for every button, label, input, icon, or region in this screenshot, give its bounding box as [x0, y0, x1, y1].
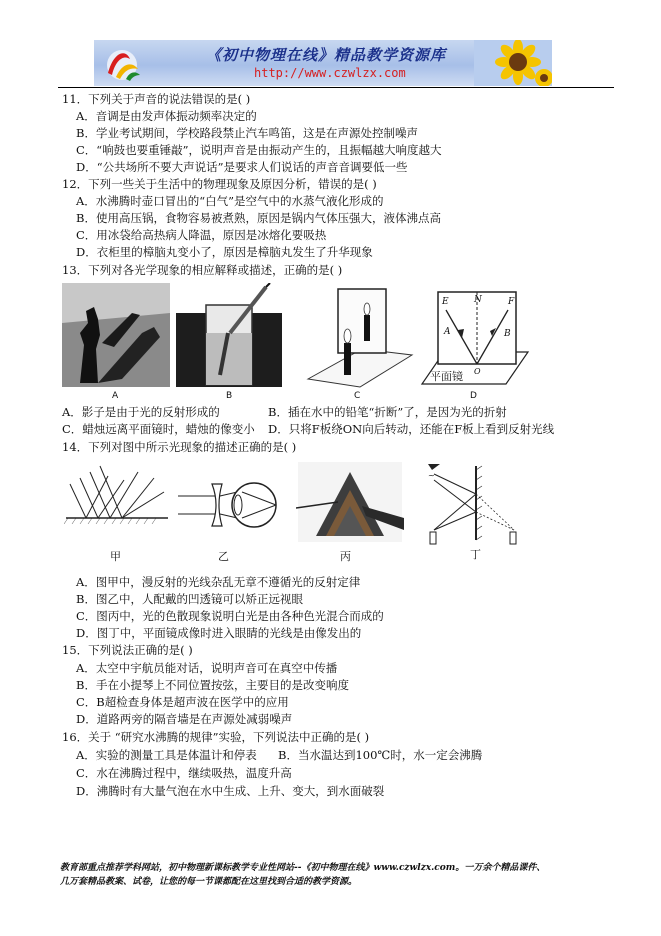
q13-letter-b: B	[504, 329, 511, 339]
q14-option-a: A．图甲中，漫反射的光线杂乱无章不遵循光的反射定律	[76, 575, 361, 589]
q13-letter-n: N	[474, 295, 482, 305]
q12-option-b: B．使用高压锅，食物容易被煮熟，原因是锅内气体压强大，液体沸点高	[76, 211, 441, 225]
q13-option-b: B．插在水中的铅笔“折断”了，是因为光的折射	[268, 405, 507, 419]
q13-letter-a: A	[444, 327, 451, 337]
q14-label-yi: 乙	[218, 550, 229, 563]
q14-option-b: B．图乙中，人配戴的凹透镜可以矫正远视眼	[76, 592, 303, 606]
q14-figure-jia-diffuse	[64, 462, 170, 566]
q16-option-d: D．沸腾时有大量气泡在水中生成、上升、变大，到水面破裂	[76, 784, 385, 798]
q13-label-a: A	[112, 391, 119, 401]
q13-letter-o: O	[474, 367, 481, 376]
q13-mirror-label: 平面镜	[430, 370, 463, 383]
q15-option-c: C．B超检查身体是超声波在医学中的应用	[76, 695, 289, 709]
header-url[interactable]: http://www.czwlzx.com	[254, 66, 406, 80]
q11-option-d: D．“公共场所不要大声说话”是要求人们说话的声音音调要低一些	[76, 160, 408, 174]
q11-option-b: B．学业考试期间，学校路段禁止汽车鸣笛，这是在声源处控制噪声	[76, 126, 418, 140]
q15-option-d: D．道路两旁的隔音墙是在声源处减弱噪声	[76, 712, 293, 726]
q14-label-jia: 甲	[110, 550, 121, 563]
q16-option-a: A．实验的测量工具是体温计和停表	[76, 748, 257, 762]
q13-letter-e: E	[442, 297, 449, 307]
q14-figure-bing-prism	[296, 462, 406, 566]
q14-figure-ding-mirror	[420, 460, 526, 566]
q14-stem: 14．下列对图中所示光现象的描述正确的是( )	[62, 440, 297, 454]
q11-option-a: A．音调是由发声体振动频率决定的	[76, 109, 257, 123]
q14-label-bing: 丙	[340, 550, 351, 563]
header-title: 《初中物理在线》精品教学资源库	[206, 46, 447, 64]
q13-label-c: C	[354, 391, 361, 401]
q13-option-c: C．蜡烛远离平面镜时，蜡烛的像变小	[62, 422, 255, 436]
footer-line-1: 教育部重点推荐学科网站，初中物理新课标教学专业性网站--《初中物理在线》www.czwlzx.com。一万余个精品课件、	[60, 863, 546, 873]
q16-option-c: C．水在沸腾过程中，继续吸热，温度升高	[76, 766, 292, 780]
sunflower-image	[474, 40, 552, 86]
q13-figure-a-shadow	[62, 283, 170, 401]
q15-option-b: B．手在小提琴上不同位置按弦，主要目的是改变响度	[76, 678, 349, 692]
q12-option-c: C．用冰袋给高热病人降温，原因是冰熔化要吸热	[76, 228, 327, 242]
q12-stem: 12．下列一些关于生活中的物理现象及原因分析，错误的是( )	[62, 177, 377, 191]
q13-label-d: D	[470, 391, 477, 401]
q12-option-a: A．水沸腾时壶口冒出的“白气”是空气中的水蒸气液化形成的	[76, 194, 384, 208]
header-banner	[94, 40, 552, 86]
q11-stem: 11．下列关于声音的说法错误的是( )	[62, 92, 251, 106]
q13-option-d: D．只将F板绕ON向后转动，还能在F板上看到反射光线	[268, 422, 555, 436]
q13-stem: 13．下列对各光学现象的相应解释或描述，正确的是( )	[62, 263, 343, 277]
q13-label-b: B	[226, 391, 233, 401]
q13-figure-b-pencil	[176, 283, 282, 401]
q14-option-c: C．图丙中，光的色散现象说明白光是由各种色光混合而成的	[76, 609, 384, 623]
q15-option-a: A．太空中宇航员能对话，说明声音可在真空中传播	[76, 661, 338, 675]
q13-option-a: A．影子是由于光的反射形成的	[62, 405, 220, 419]
q12-option-d: D．衣柜里的樟脑丸变小了，原因是樟脑丸发生了升华现象	[76, 245, 373, 259]
q15-stem: 15．下列说法正确的是( )	[62, 643, 193, 657]
footer-line-2: 几万套精品教案、试卷，让您的每一节课都配在这里找到合适的教学资源。	[60, 877, 358, 887]
q14-figure-yi-eye-lens	[176, 474, 286, 566]
q13-figure-c-candle	[304, 283, 414, 401]
site-logo	[100, 43, 144, 83]
q13-figure-d-reflection	[420, 286, 530, 404]
q14-option-d: D．图丁中，平面镜成像时进入眼睛的光线是由像发出的	[76, 626, 362, 640]
q11-option-c: C．“响鼓也要重锤敲”，说明声音是由振动产生的，且振幅越大响度越大	[76, 143, 442, 157]
header-rule	[58, 87, 614, 88]
svg-text:~: ~	[428, 471, 435, 480]
q14-label-ding: 丁	[470, 548, 481, 561]
q16-option-b: B．当水温达到100℃时，水一定会沸腾	[278, 748, 483, 762]
q16-stem: 16．关于 “研究水沸腾的规律”实验，下列说法中正确的是( )	[62, 730, 370, 744]
q13-letter-f: F	[508, 297, 515, 307]
